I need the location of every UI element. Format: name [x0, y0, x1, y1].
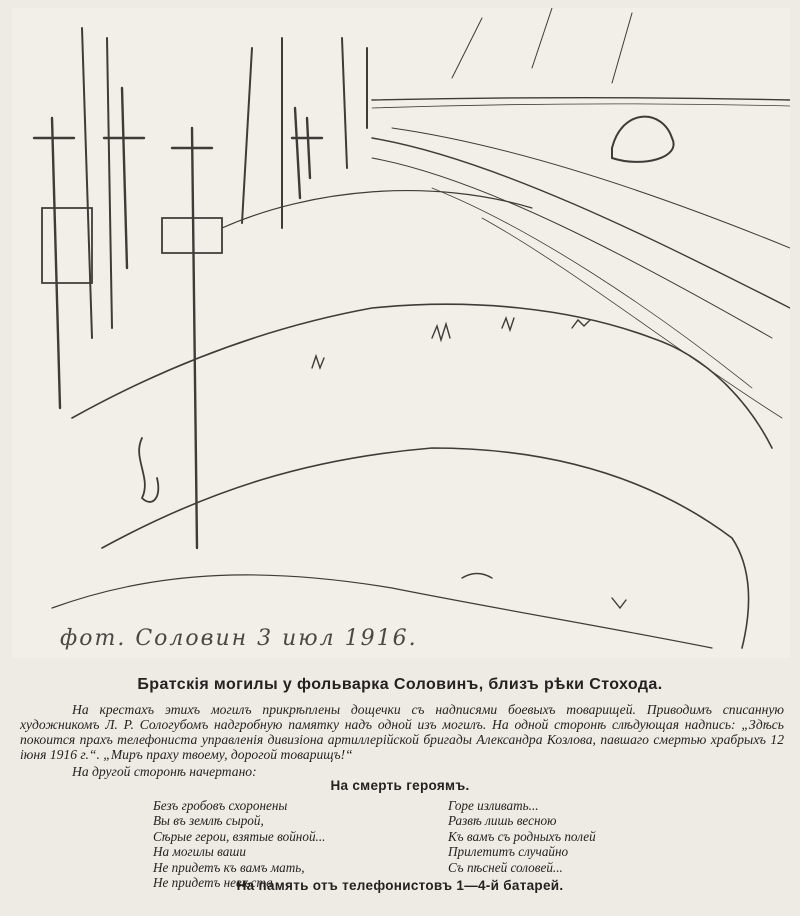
poem-dedication: На память отъ телефонистовъ 1—4-й батарей.: [236, 878, 564, 893]
article-paragraph: На крестахъ этихъ могилъ прикрѣплены дощечки съ надписями боевыхъ товарищей. Приводимъ списанную художникомъ Л. Р. Сологубомъ надгробную памятку надъ одной изъ могилъ. На одной сторонѣ слѣдующая надпись: „Здѣсь покоится прахъ телефониста управленія дивизіона артиллерійской бригады Александра Козлова, павшаго смертью храбрыхъ 12 іюня 1916 г.“. „Миръ праху твоему, дорогой товарищъ!“: [20, 702, 784, 762]
poem-line: Прилетитъ случайно: [448, 844, 569, 860]
poem-left-column: [153, 798, 325, 890]
artist-signature: фот. Соловин 3 июл 1916.: [60, 626, 418, 651]
poem-line: На могилы ваши: [153, 844, 246, 860]
poem-line: Не придетъ къ вамъ мать,: [153, 859, 305, 875]
poem-line: Безъ гробовъ схоронены: [153, 798, 288, 813]
caption-title: Братскія могилы у фольварка Соловинъ, близъ рѣки Стохода.: [137, 676, 663, 693]
article-text: [20, 700, 784, 779]
article-paragraph: На другой сторонѣ начертано:: [72, 764, 257, 779]
sketch-illustration: [12, 8, 790, 658]
poem-line: Сѣрые герои, взятые войной...: [153, 828, 326, 844]
poem-line: Вы въ землѣ сырой,: [153, 813, 264, 829]
poem-title: На смерть героямъ.: [330, 778, 470, 793]
poem-line: Не придетъ невѣста: [153, 874, 273, 890]
poem-line: Горе изливать...: [448, 798, 539, 813]
poem-line: Къ вамъ съ родныхъ полей: [448, 828, 596, 844]
poem-line: Съ пѣсней соловей...: [448, 859, 563, 875]
poem-line: Развѣ лишь весною: [448, 813, 557, 829]
poem-right-column: [448, 798, 596, 875]
sketch-drawing: [12, 8, 790, 658]
